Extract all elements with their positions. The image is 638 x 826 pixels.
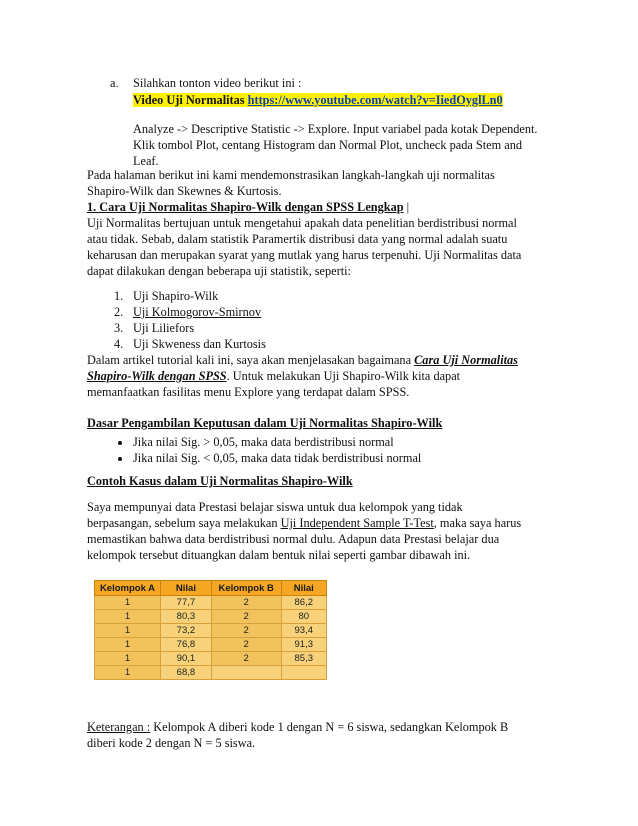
example-line-3: memastikan bahwa data berdistribusi normal dulu. Adapun data Prestasi belajar dua xyxy=(87,532,500,546)
section-1-title-tail: | xyxy=(403,200,410,214)
table-cell: 85,3 xyxy=(281,652,327,666)
footnote-label: Keterangan : xyxy=(87,720,151,734)
decision-rule-normal: Jika nilai Sig. > 0,05, maka data berdistribusi normal xyxy=(133,435,394,449)
table-cell: 73,2 xyxy=(160,624,211,638)
intro-line-2: Shapiro-Wilk dan Skewnes & Kurtosis. xyxy=(87,184,282,198)
example-line-2 xyxy=(87,515,521,531)
table-cell: 2 xyxy=(211,624,281,638)
list-marker-a: a. xyxy=(110,76,119,90)
table-cell: 68,8 xyxy=(160,666,211,680)
data-table xyxy=(94,580,327,680)
table-cell: 90,1 xyxy=(160,652,211,666)
article-text-post: . Untuk melakukan Uji Shapiro-Wilk kita dapat xyxy=(226,369,461,383)
table-cell: 1 xyxy=(95,652,161,666)
test-number: 1. xyxy=(114,289,124,303)
table-cell: 1 xyxy=(95,638,161,652)
test-number: 4. xyxy=(114,337,124,351)
video-intro-text: Silahkan tonton video berikut ini : xyxy=(133,76,302,90)
video-label: Video Uji Normalitas xyxy=(133,93,245,107)
table-row xyxy=(95,596,327,610)
section-1-line-2: atau tidak. Sebab, dalam statistik Paramertik distribusi data yang normal adalah suatu xyxy=(87,232,508,246)
decision-heading: Dasar Pengambilan Keputusan dalam Uji Normalitas Shapiro-Wilk xyxy=(87,416,443,430)
table-cell xyxy=(211,666,281,680)
table-row xyxy=(95,610,327,624)
footnote-line-2: diberi kode 2 dengan N = 5 siswa. xyxy=(87,736,256,750)
section-1-heading xyxy=(87,199,409,215)
example-line-1: Saya mempunyai data Prestasi belajar siswa untuk dua kelompok yang tidak xyxy=(87,500,463,514)
table-cell: 93,4 xyxy=(281,624,327,638)
table-cell: 1 xyxy=(95,596,161,610)
table-cell: 2 xyxy=(211,638,281,652)
table-cell: 2 xyxy=(211,610,281,624)
spss-step-2: Klik tombol Plot, centang Histogram dan Normal Plot, uncheck pada Stem and xyxy=(133,138,522,152)
intro-line-1: Pada halaman berikut ini kami mendemonstrasikan langkah-langkah uji normalitas xyxy=(87,168,495,182)
test-item-skewness: Uji Skweness dan Kurtosis xyxy=(133,337,266,351)
decision-rule-not-normal: Jika nilai Sig. < 0,05, maka data tidak berdistribusi normal xyxy=(133,451,422,465)
table-header: Kelompok B xyxy=(211,581,281,596)
section-1-line-4: dapat dilakukan dengan beberapa uji statistik, seperti: xyxy=(87,264,351,278)
example-text-post: , maka saya harus xyxy=(433,516,522,530)
example-line-4: kelompok tersebut dituangkan dalam bentuk nilai seperti gambar dibawah ini. xyxy=(87,548,471,562)
t-test-link[interactable]: Uji Independent Sample T-Test xyxy=(280,516,434,530)
video-link[interactable]: https://www.youtube.com/watch?v=IiedOyglLn0 xyxy=(247,93,503,107)
example-heading: Contoh Kasus dalam Uji Normalitas Shapiro-Wilk xyxy=(87,474,353,488)
data-table-image xyxy=(87,572,327,692)
table-row xyxy=(95,652,327,666)
table-cell: 2 xyxy=(211,596,281,610)
shapiro-spss-link[interactable]: Shapiro-Wilk dengan SPSS xyxy=(87,369,227,383)
article-line-1 xyxy=(87,352,518,368)
table-cell: 91,3 xyxy=(281,638,327,652)
test-number: 2. xyxy=(114,305,124,319)
video-link-line xyxy=(133,92,503,108)
footnote-text: Kelompok A diberi kode 1 dengan N = 6 siswa, sedangkan Kelompok B xyxy=(150,720,509,734)
test-item-shapiro: Uji Shapiro-Wilk xyxy=(133,289,219,303)
table-header: Nilai xyxy=(281,581,327,596)
article-line-2 xyxy=(87,368,460,384)
article-text-pre: Dalam artikel tutorial kali ini, saya akan menjelasakan bagaimana xyxy=(87,353,415,367)
table-row xyxy=(95,624,327,638)
table-cell: 86,2 xyxy=(281,596,327,610)
table-image-fade xyxy=(197,680,327,692)
section-1-line-3: keharusan dan merupakan syarat yang mutlak yang harus terpenuhi. Uji Normalitas data xyxy=(87,248,522,262)
bullet-icon xyxy=(118,457,122,461)
table-cell: 1 xyxy=(95,624,161,638)
table-header: Nilai xyxy=(160,581,211,596)
test-number: 3. xyxy=(114,321,124,335)
table-cell: 80 xyxy=(281,610,327,624)
table-header: Kelompok A xyxy=(95,581,161,596)
example-text-pre: berpasangan, sebelum saya melakukan xyxy=(87,516,281,530)
table-cell: 1 xyxy=(95,666,161,680)
table-row xyxy=(95,666,327,680)
table-header-row xyxy=(95,581,327,596)
table-cell xyxy=(281,666,327,680)
cara-uji-link[interactable]: Cara Uji Normalitas xyxy=(414,353,518,367)
bullet-icon xyxy=(118,441,122,445)
spss-step-3: Leaf. xyxy=(133,154,159,168)
table-cell: 80,3 xyxy=(160,610,211,624)
test-item-kolmogorov-link[interactable]: Uji Kolmogorov-Smirnov xyxy=(133,305,262,319)
test-item-liliefors: Uji Liliefors xyxy=(133,321,195,335)
footnote-line-1 xyxy=(87,719,508,735)
table-cell: 77,7 xyxy=(160,596,211,610)
table-cell: 2 xyxy=(211,652,281,666)
table-cell: 76,8 xyxy=(160,638,211,652)
section-1-title: 1. Cara Uji Normalitas Shapiro-Wilk dengan SPSS Lengkap xyxy=(87,200,404,214)
table-row xyxy=(95,638,327,652)
table-cell: 1 xyxy=(95,610,161,624)
spss-step-1: Analyze -> Descriptive Statistic -> Explore. Input variabel pada kotak Dependent. xyxy=(133,122,538,136)
section-1-line-1: Uji Normalitas bertujuan untuk mengetahui apakah data penelitian berdistribusi normal xyxy=(87,216,517,230)
article-line-3: memanfaatkan fasilitas menu Explore yang terdapat dalam SPSS. xyxy=(87,385,410,399)
